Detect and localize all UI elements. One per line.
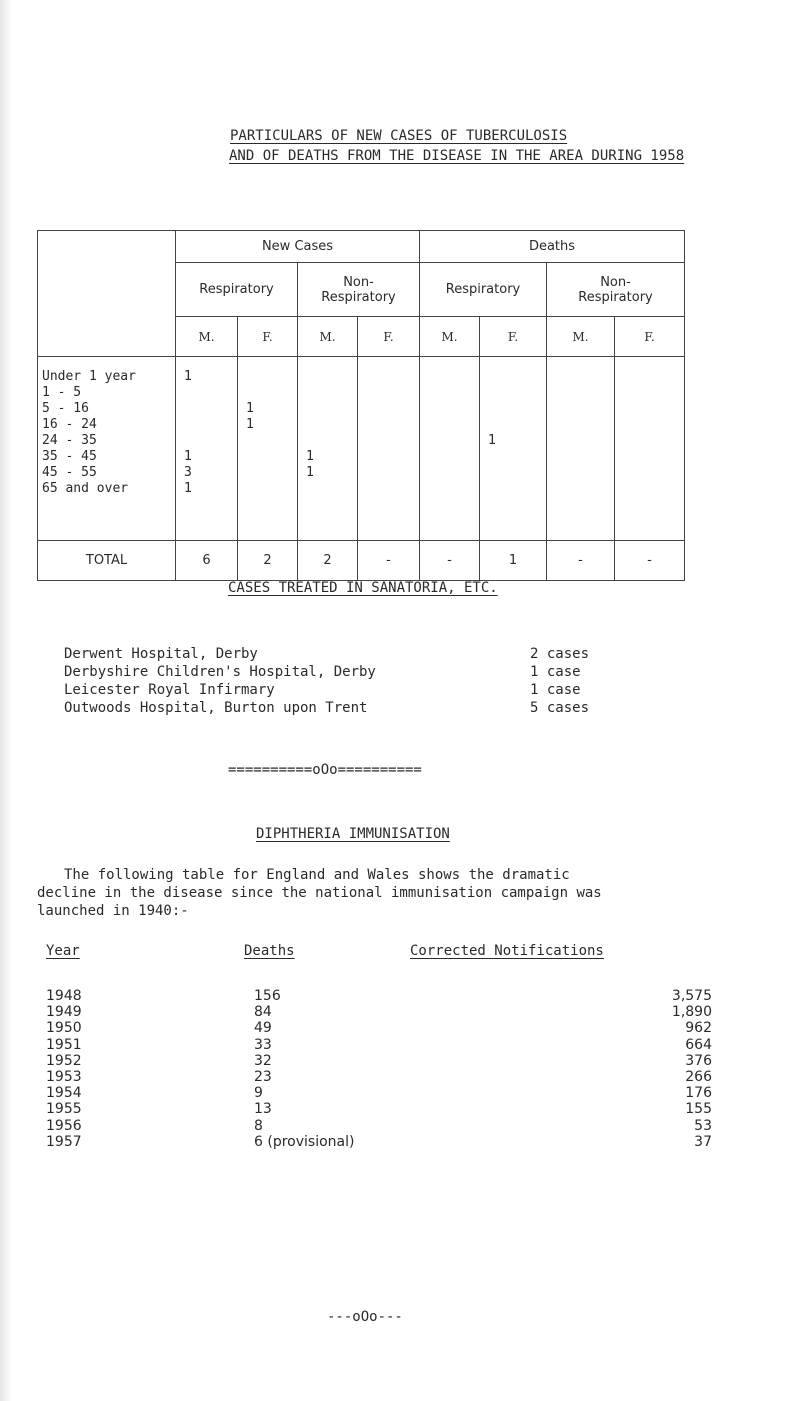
age-group: 16 - 24 — [42, 417, 97, 432]
total-cell: - — [615, 541, 685, 581]
age-group: 45 - 55 — [42, 465, 97, 480]
table-cell — [302, 433, 357, 449]
table-cell — [362, 433, 419, 449]
total-cell: - — [358, 541, 420, 581]
table-cell — [619, 433, 684, 449]
section-separator: ==========oOo========== — [228, 762, 422, 778]
table-cell — [551, 417, 614, 433]
sanatoria-heading: CASES TREATED IN SANATORIA, ETC. — [228, 580, 498, 596]
table-cell — [180, 401, 237, 417]
table-cell — [551, 385, 614, 401]
table-value: 33 — [254, 1036, 272, 1053]
table-cell — [484, 449, 546, 465]
table-value: 13 — [254, 1101, 272, 1118]
table-cell — [362, 385, 419, 401]
sanatoria-count: 5 cases — [530, 700, 590, 716]
table-cell — [242, 369, 297, 385]
table-cell — [551, 433, 614, 449]
age-group: 24 - 35 — [42, 433, 97, 448]
deaths-header: Deaths — [420, 231, 685, 263]
table-value: 6 (provisional) — [254, 1133, 355, 1150]
table-cell — [484, 385, 546, 401]
table-cell — [362, 465, 419, 481]
table-value: 1953 — [46, 1069, 82, 1086]
total-cell: - — [547, 541, 615, 581]
table-cell — [180, 385, 237, 401]
col-deaths-header: Deaths — [244, 943, 295, 959]
table-value: 1954 — [46, 1085, 82, 1102]
table-cell — [424, 401, 479, 417]
death-non-respiratory-header — [547, 263, 685, 317]
table-cell — [424, 465, 479, 481]
table-cell — [302, 417, 357, 433]
deaths-column — [254, 988, 354, 1150]
col-notifications-header: Corrected Notifications — [410, 943, 604, 959]
table-cell — [619, 449, 684, 465]
table-value: 962 — [685, 1020, 712, 1037]
table-value: 376 — [685, 1052, 712, 1069]
death-resp-m-column — [420, 357, 480, 541]
table-value: 1955 — [46, 1101, 82, 1118]
table-cell — [484, 369, 546, 385]
table-cell — [619, 369, 684, 385]
new-cases-header: New Cases — [176, 231, 420, 263]
table-cell — [424, 385, 479, 401]
table-cell — [302, 401, 357, 417]
table-cell — [484, 401, 546, 417]
table-cell — [619, 401, 684, 417]
table-value: 23 — [254, 1069, 272, 1086]
table-value: 3,575 — [671, 988, 712, 1004]
table-cell — [362, 449, 419, 465]
table-value: 8 — [254, 1117, 263, 1134]
sex-f: F. — [238, 317, 298, 357]
age-group: Under 1 year — [42, 369, 136, 384]
total-cell: 2 — [238, 541, 298, 581]
new-nonresp-m-column — [298, 357, 358, 541]
tuberculosis-table — [37, 230, 685, 581]
table-value: 1948 — [46, 988, 82, 1004]
table-value: 32 — [254, 1052, 272, 1069]
table-value: 49 — [254, 1020, 272, 1037]
death-non-resp-line1: Non- — [600, 274, 631, 290]
new-respiratory-header: Respiratory — [176, 263, 298, 317]
page-title-line2: AND OF DEATHS FROM THE DISEASE IN THE AREA DURING 1958 — [229, 148, 685, 164]
age-group: 1 - 5 — [42, 385, 82, 400]
table-cell — [242, 465, 297, 481]
sex-f: F. — [615, 317, 685, 357]
new-nonresp-f-column — [358, 357, 420, 541]
new-non-resp-line2: Respiratory — [321, 289, 396, 305]
table-cell: 1 — [246, 417, 254, 432]
table-value: 176 — [685, 1085, 712, 1102]
table-cell: 1 — [184, 449, 192, 464]
table-value: 156 — [254, 988, 281, 1004]
col-year-header: Year — [46, 943, 80, 959]
sanatoria-count: 1 case — [530, 682, 581, 698]
table-cell — [551, 481, 614, 497]
death-non-resp-line2: Respiratory — [578, 289, 653, 305]
sanatoria-name: Outwoods Hospital, Burton upon Trent — [64, 700, 368, 716]
year-column — [46, 988, 82, 1150]
table-value: 1951 — [46, 1036, 82, 1053]
intro-line: decline in the disease since the national immunisation campaign was — [37, 885, 602, 901]
table-cell — [424, 481, 479, 497]
table-cell — [242, 481, 297, 497]
table-value: 37 — [694, 1133, 712, 1150]
sanatoria-name: Derbyshire Children's Hospital, Derby — [64, 664, 376, 680]
sex-f: F. — [480, 317, 547, 357]
age-group: 5 - 16 — [42, 401, 89, 416]
table-cell — [362, 401, 419, 417]
table-cell — [362, 369, 419, 385]
sex-m: M. — [547, 317, 615, 357]
table-cell: 1 — [306, 449, 314, 464]
age-group: 35 - 45 — [42, 449, 97, 464]
table-cell: 1 — [246, 401, 254, 416]
total-label: TOTAL — [38, 541, 176, 581]
table-cell: 1 — [184, 481, 192, 496]
table-cell — [619, 385, 684, 401]
table-cell: 1 — [184, 369, 192, 384]
table-cell — [362, 481, 419, 497]
table-cell — [424, 433, 479, 449]
sex-m: M. — [298, 317, 358, 357]
table-value: 155 — [685, 1101, 712, 1118]
table-cell — [302, 481, 357, 497]
death-nonresp-m-column — [547, 357, 615, 541]
table-value: 1952 — [46, 1052, 82, 1069]
table-cell — [424, 417, 479, 433]
table-value: 1957 — [46, 1133, 82, 1150]
table-cell — [302, 369, 357, 385]
corner-cell — [38, 231, 176, 357]
total-cell: 2 — [298, 541, 358, 581]
table-value: 9 — [254, 1085, 263, 1102]
intro-line: launched in 1940:- — [37, 903, 189, 919]
intro-line: The following table for England and Wales shows the dramatic — [64, 867, 570, 883]
table-cell — [180, 417, 237, 433]
sanatoria-name: Derwent Hospital, Derby — [64, 646, 258, 662]
table-cell: 1 — [306, 465, 314, 480]
table-cell — [619, 465, 684, 481]
table-cell — [242, 385, 297, 401]
death-nonresp-f-column — [615, 357, 685, 541]
death-resp-f-column — [480, 357, 547, 541]
death-respiratory-header: Respiratory — [420, 263, 547, 317]
total-cell: 6 — [176, 541, 238, 581]
notifications-column — [600, 988, 712, 1150]
table-value: 53 — [694, 1117, 712, 1134]
table-cell — [242, 449, 297, 465]
table-value: 266 — [685, 1069, 712, 1086]
table-cell — [242, 433, 297, 449]
table-cell — [551, 401, 614, 417]
table-cell — [551, 465, 614, 481]
table-cell — [484, 465, 546, 481]
sex-m: M. — [420, 317, 480, 357]
sanatoria-count: 1 case — [530, 664, 581, 680]
table-cell — [551, 449, 614, 465]
table-cell — [424, 449, 479, 465]
table-value: 1950 — [46, 1020, 82, 1037]
end-mark: ---oOo--- — [327, 1309, 403, 1325]
new-non-respiratory-header — [298, 263, 420, 317]
table-cell — [484, 481, 546, 497]
age-group-column — [38, 357, 176, 541]
sex-f: F. — [358, 317, 420, 357]
table-cell — [424, 369, 479, 385]
table-cell — [619, 417, 684, 433]
age-group: 65 and over — [42, 481, 129, 496]
sex-m: M. — [176, 317, 238, 357]
total-cell: 1 — [480, 541, 547, 581]
table-cell — [551, 369, 614, 385]
table-value: 1949 — [46, 1004, 82, 1021]
total-cell: - — [420, 541, 480, 581]
table-cell — [484, 417, 546, 433]
new-resp-m-column — [176, 357, 238, 541]
table-cell — [619, 481, 684, 497]
new-resp-f-column — [238, 357, 298, 541]
sanatoria-count: 2 cases — [530, 646, 590, 662]
table-cell: 3 — [184, 465, 192, 480]
sanatoria-name: Leicester Royal Infirmary — [64, 682, 275, 698]
new-non-resp-line1: Non- — [343, 274, 374, 290]
diphtheria-heading: DIPHTHERIA IMMUNISATION — [256, 826, 450, 842]
table-value: 1956 — [46, 1117, 82, 1134]
table-cell — [362, 417, 419, 433]
table-value: 664 — [685, 1036, 712, 1053]
table-value: 84 — [254, 1004, 272, 1021]
table-value: 1,890 — [671, 1004, 712, 1021]
table-cell — [302, 385, 357, 401]
table-cell: 1 — [488, 433, 496, 448]
page-edge — [0, 0, 12, 1401]
table-cell — [180, 433, 237, 449]
page-title-line1: PARTICULARS OF NEW CASES OF TUBERCULOSIS — [230, 128, 568, 144]
